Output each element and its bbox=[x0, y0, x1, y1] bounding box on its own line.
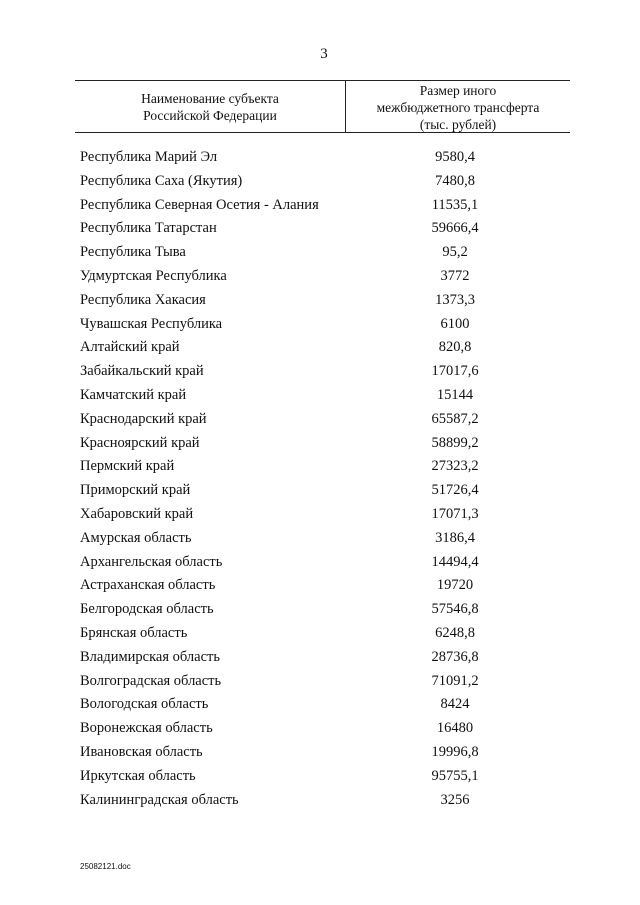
transfer-amount: 15144 bbox=[436, 386, 474, 403]
subject-name: Удмуртская Республика bbox=[80, 267, 227, 284]
subject-name: Вологодская область bbox=[80, 696, 209, 713]
table-row bbox=[0, 599, 640, 623]
subject-name: Камчатский край bbox=[80, 386, 187, 403]
transfer-amount: 820,8 bbox=[438, 339, 472, 356]
transfer-amount: 19720 bbox=[436, 577, 474, 594]
transfer-amount: 28736,8 bbox=[431, 648, 479, 665]
subject-name: Пермский край bbox=[80, 458, 175, 475]
transfer-amount: 6100 bbox=[440, 315, 470, 332]
subject-name: Республика Татарстан bbox=[80, 220, 217, 237]
table-row bbox=[0, 242, 640, 266]
table-row bbox=[0, 147, 640, 171]
column-header-amount bbox=[346, 82, 570, 133]
document-filename: 25082121.doc bbox=[80, 862, 131, 871]
transfer-amount: 95755,1 bbox=[431, 767, 479, 784]
table-row bbox=[0, 409, 640, 433]
subject-name: Краснодарский край bbox=[80, 410, 207, 427]
subject-name: Архангельская область bbox=[80, 553, 223, 570]
table-row bbox=[0, 314, 640, 338]
column-header-amount-line: (тыс. рублей) bbox=[419, 117, 497, 132]
subject-name: Чувашская Республика bbox=[80, 315, 223, 332]
table-row bbox=[0, 790, 640, 814]
transfer-amount: 51726,4 bbox=[431, 482, 479, 499]
transfer-amount: 3772 bbox=[440, 267, 470, 284]
subject-name: Ивановская область bbox=[80, 743, 203, 760]
table-row bbox=[0, 647, 640, 671]
subject-name: Красноярский край bbox=[80, 434, 200, 451]
table-row bbox=[0, 456, 640, 480]
subject-name: Волгоградская область bbox=[80, 672, 222, 689]
transfer-amount: 71091,2 bbox=[431, 672, 479, 689]
transfer-amount: 11535,1 bbox=[431, 196, 479, 213]
transfer-amount: 6248,8 bbox=[435, 624, 475, 641]
transfer-amount: 9580,4 bbox=[435, 149, 475, 165]
table-row bbox=[0, 671, 640, 695]
subject-name: Воронежская область bbox=[80, 720, 213, 737]
subject-name: Республика Тыва bbox=[80, 244, 186, 261]
transfer-amount: 14494,4 bbox=[431, 553, 479, 570]
subject-name: Калининградская область bbox=[80, 791, 239, 808]
column-header-amount-line: Размер иного bbox=[419, 83, 497, 98]
transfer-amount: 16480 bbox=[436, 720, 474, 737]
table-row bbox=[0, 528, 640, 552]
transfer-amount: 59666,4 bbox=[431, 220, 479, 237]
transfer-amount: 17017,6 bbox=[431, 363, 479, 380]
subject-name: Астраханская область bbox=[80, 577, 216, 594]
table-body bbox=[0, 147, 640, 813]
table-top-rule bbox=[75, 80, 570, 81]
table-row bbox=[0, 623, 640, 647]
subject-name: Приморский край bbox=[80, 482, 191, 499]
column-header-subject-line: Наименование субъекта bbox=[141, 91, 279, 106]
column-header-subject-line: Российской Федерации bbox=[143, 108, 277, 123]
transfer-amount: 95,2 bbox=[442, 244, 468, 261]
table-row bbox=[0, 742, 640, 766]
transfer-amount: 65587,2 bbox=[431, 410, 479, 427]
subject-name: Забайкальский край bbox=[80, 363, 204, 380]
subject-name: Республика Саха (Якутия) bbox=[80, 172, 243, 189]
table-row bbox=[0, 694, 640, 718]
table-row bbox=[0, 361, 640, 385]
subject-name: Брянская область bbox=[80, 624, 188, 641]
transfer-amount: 57546,8 bbox=[431, 601, 479, 618]
subject-name: Алтайский край bbox=[80, 339, 180, 356]
transfer-amount: 17071,3 bbox=[431, 505, 479, 522]
table-row bbox=[0, 171, 640, 195]
subject-name: Республика Марий Эл bbox=[80, 149, 218, 165]
transfer-amount: 8424 bbox=[440, 696, 470, 713]
subject-name: Владимирская область bbox=[80, 648, 220, 665]
table-row bbox=[0, 195, 640, 219]
subject-name: Иркутская область bbox=[80, 767, 196, 784]
page-number: 3 bbox=[320, 46, 328, 62]
table-row bbox=[0, 385, 640, 409]
table-row bbox=[0, 766, 640, 790]
column-header-amount-line: межбюджетного трансферта bbox=[376, 100, 540, 115]
table-row bbox=[0, 218, 640, 242]
subject-name: Белгородская область bbox=[80, 601, 214, 618]
column-header-subject bbox=[75, 90, 345, 124]
table-row bbox=[0, 290, 640, 314]
subject-name: Амурская область bbox=[80, 529, 192, 546]
transfer-amount: 1373,3 bbox=[435, 291, 475, 308]
table-row bbox=[0, 337, 640, 361]
subject-name: Республика Северная Осетия - Алания bbox=[80, 196, 319, 213]
transfer-amount: 7480,8 bbox=[435, 172, 475, 189]
table-row bbox=[0, 504, 640, 528]
transfer-amount: 19996,8 bbox=[431, 743, 479, 760]
table-row bbox=[0, 718, 640, 742]
subject-name: Хабаровский край bbox=[80, 505, 194, 522]
table-row bbox=[0, 433, 640, 457]
table-row bbox=[0, 266, 640, 290]
transfer-amount: 3186,4 bbox=[435, 529, 475, 546]
transfer-amount: 27323,2 bbox=[431, 458, 479, 475]
table-row bbox=[0, 552, 640, 576]
transfer-amount: 3256 bbox=[440, 791, 470, 808]
transfer-amount: 58899,2 bbox=[431, 434, 479, 451]
table-row bbox=[0, 480, 640, 504]
table-row bbox=[0, 575, 640, 599]
subject-name: Республика Хакасия bbox=[80, 291, 206, 308]
